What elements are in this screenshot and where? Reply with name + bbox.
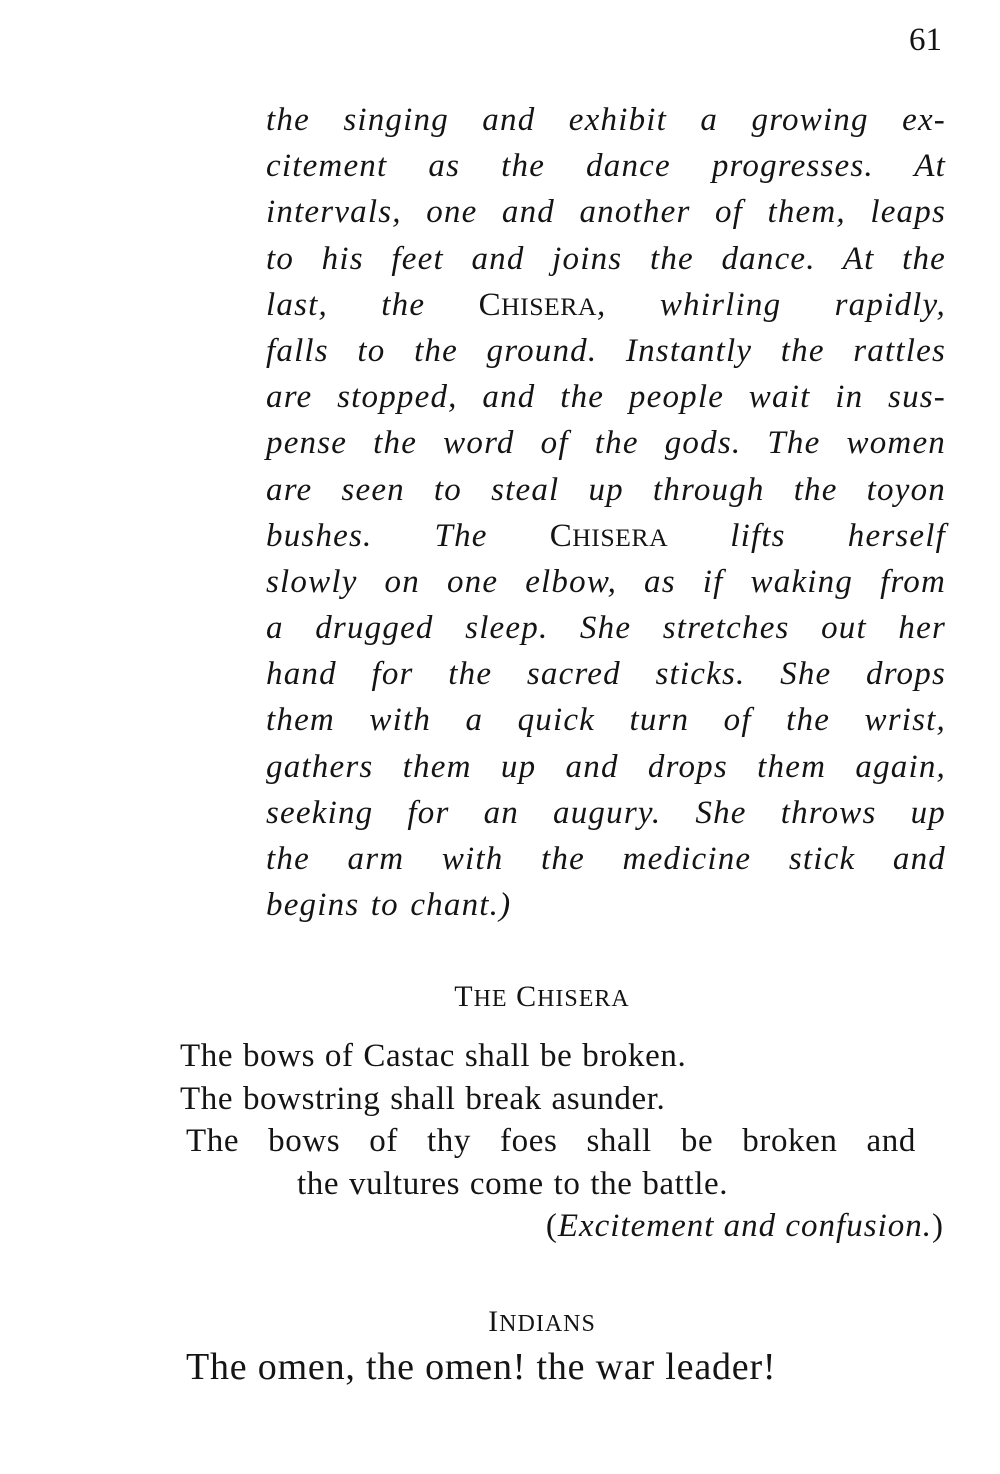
text-line: citement as the dance progresses. At — [266, 148, 946, 185]
text-line: pense the word of the gods. The women — [266, 425, 946, 462]
small-caps-initial: I — [488, 1305, 500, 1338]
paren-open: ( — [545, 1208, 558, 1244]
text-fragment: last, the — [266, 286, 479, 323]
small-caps-initial: C — [549, 517, 573, 554]
text-line: are stopped, and the people wait in sus- — [266, 379, 946, 416]
text-line: the singing and exhibit a growing ex- — [266, 102, 946, 138]
text-line: the arm with the medicine stick and — [266, 841, 946, 877]
direction-text: Excitement and confusion. — [557, 1208, 932, 1244]
stage-direction-inline — [546, 1208, 944, 1245]
text-line: to his feet and joins the dance. At the — [266, 240, 946, 277]
text-line — [266, 282, 946, 328]
text-line: intervals, one and another of them, leaps — [266, 194, 946, 231]
character-name — [550, 518, 668, 554]
text-fragment: lifts herself — [668, 517, 946, 554]
text-line: seeking for an augury. She throws up — [266, 794, 946, 831]
speaker-heading — [42, 1305, 1000, 1339]
verse-line: The bows of Castac shall be broken. — [180, 1038, 687, 1074]
text-line: begins to chant.) — [266, 887, 512, 924]
text-line — [266, 513, 946, 559]
verse-line: The bows of thy foes shall be broken and — [186, 1123, 916, 1159]
text-line: a drugged sleep. She stretches out her — [266, 610, 946, 647]
small-caps-rest: HISERA — [572, 522, 669, 552]
small-caps-rest: HISERA — [537, 986, 630, 1012]
verse-line: The bowstring shall break asunder. — [180, 1081, 666, 1117]
verse-line: the vultures come to the battle. — [297, 1166, 729, 1202]
speaker-heading — [42, 980, 1000, 1014]
text-fragment: , whirling rapidly, — [597, 286, 946, 323]
dialogue-line: The omen, the omen! the war leader! — [186, 1346, 777, 1388]
stage-direction — [266, 97, 946, 928]
character-name — [479, 287, 597, 323]
text-line: falls to the ground. Instantly the rattles — [266, 332, 946, 369]
paren-close: ) — [932, 1208, 944, 1244]
text-line: slowly on one elbow, as if waking from — [266, 563, 946, 600]
text-line: are seen to steal up through the toyon — [266, 471, 946, 508]
text-line: them with a quick turn of the wrist, — [266, 702, 946, 739]
small-caps-rest: NDIANS — [499, 1311, 596, 1337]
small-caps-initial: T — [454, 980, 474, 1013]
text-line: hand for the sacred sticks. She drops — [266, 656, 946, 693]
text-fragment: bushes. The — [266, 517, 550, 554]
text-line: gathers them up and drops them again, — [266, 748, 946, 785]
small-caps-rest: HE — [473, 986, 508, 1012]
page-number: 61 — [909, 22, 942, 58]
small-caps-initial: C — [478, 286, 502, 323]
small-caps-initial: C — [516, 980, 538, 1013]
small-caps-rest: HISERA — [501, 291, 598, 321]
